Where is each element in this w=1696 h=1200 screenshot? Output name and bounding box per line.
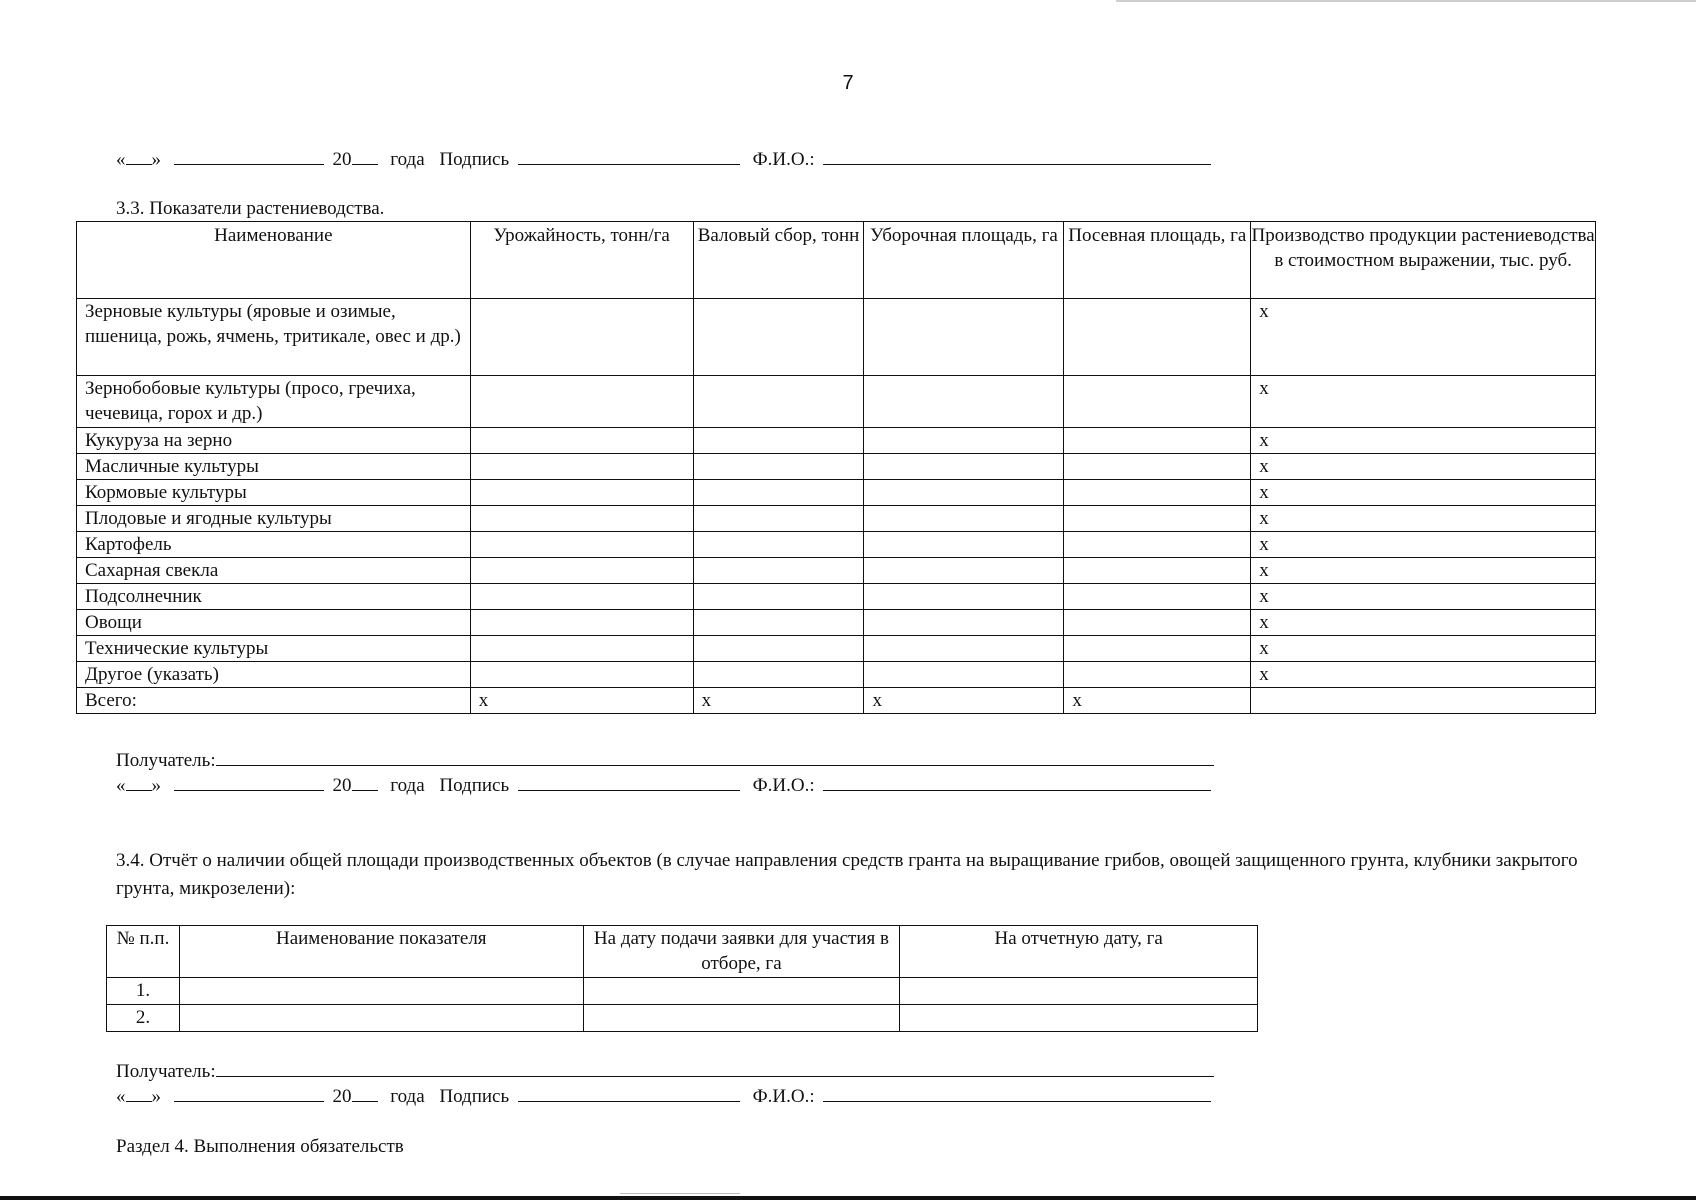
table-row bbox=[77, 299, 1596, 376]
crop-name-cell: Зернобобовые культуры (просо, гречиха, чечевица, горох и др.) bbox=[77, 376, 471, 428]
recipient-line: Получатель: bbox=[116, 1058, 1214, 1084]
value-cell[interactable] bbox=[864, 376, 1064, 428]
header-harvested-area: Уборочная площадь, га bbox=[864, 222, 1064, 299]
month-blank[interactable] bbox=[174, 146, 324, 165]
crop-name-cell: Зерновые культуры (яровые и озимые, пшеница, рожь, ячмень, тритикале, овес и др.) bbox=[77, 299, 471, 376]
value-cell[interactable] bbox=[1064, 636, 1251, 662]
table-row bbox=[77, 688, 1596, 714]
header-yield: Урожайность, тонн/га bbox=[470, 222, 693, 299]
page-number: 7 bbox=[842, 72, 854, 94]
table-row bbox=[77, 480, 1596, 506]
value-cell[interactable] bbox=[583, 978, 900, 1005]
value-cell[interactable]: x bbox=[1251, 558, 1596, 584]
value-cell[interactable] bbox=[470, 532, 693, 558]
value-cell[interactable] bbox=[693, 480, 864, 506]
crop-name-cell: Масличные культуры bbox=[77, 454, 471, 480]
value-cell[interactable] bbox=[1064, 454, 1251, 480]
value-cell[interactable] bbox=[693, 532, 864, 558]
crop-name-cell: Плодовые и ягодные культуры bbox=[77, 506, 471, 532]
table-row bbox=[77, 428, 1596, 454]
table-row bbox=[77, 662, 1596, 688]
value-cell[interactable] bbox=[470, 506, 693, 532]
table-row bbox=[77, 454, 1596, 480]
value-cell[interactable] bbox=[1064, 428, 1251, 454]
row-number-cell: 2. bbox=[107, 1005, 180, 1032]
value-cell[interactable] bbox=[470, 558, 693, 584]
value-cell[interactable] bbox=[583, 1005, 900, 1032]
value-cell[interactable] bbox=[900, 1005, 1258, 1032]
value-cell[interactable] bbox=[693, 376, 864, 428]
day-blank[interactable] bbox=[126, 1083, 152, 1102]
value-cell[interactable] bbox=[864, 636, 1064, 662]
value-cell[interactable] bbox=[470, 610, 693, 636]
day-blank[interactable] bbox=[126, 146, 152, 165]
value-cell[interactable]: x bbox=[1251, 610, 1596, 636]
value-cell[interactable]: x bbox=[470, 688, 693, 714]
header-report-date: На отчетную дату, га bbox=[900, 926, 1258, 978]
table-row bbox=[107, 1005, 1258, 1032]
table-row bbox=[77, 584, 1596, 610]
table-row bbox=[77, 558, 1596, 584]
value-cell[interactable] bbox=[864, 558, 1064, 584]
signature-blank[interactable] bbox=[518, 772, 740, 791]
value-cell[interactable] bbox=[693, 428, 864, 454]
value-cell[interactable]: x bbox=[1251, 454, 1596, 480]
signature-blank[interactable] bbox=[518, 1083, 740, 1102]
table-row bbox=[77, 376, 1596, 428]
value-cell[interactable] bbox=[693, 662, 864, 688]
value-cell[interactable] bbox=[864, 662, 1064, 688]
scan-edge-mark bbox=[620, 1193, 740, 1194]
value-cell[interactable] bbox=[470, 584, 693, 610]
crop-indicators-table bbox=[76, 221, 1596, 714]
header-number: № п.п. bbox=[107, 926, 180, 978]
crop-name-cell: Сахарная свекла bbox=[77, 558, 471, 584]
header-name: Наименование bbox=[77, 222, 471, 299]
value-cell[interactable] bbox=[470, 428, 693, 454]
value-cell[interactable] bbox=[179, 1005, 583, 1032]
value-cell[interactable] bbox=[693, 506, 864, 532]
value-cell[interactable] bbox=[864, 584, 1064, 610]
value-cell[interactable] bbox=[693, 636, 864, 662]
value-cell[interactable]: x bbox=[1064, 688, 1251, 714]
table-row bbox=[107, 978, 1258, 1005]
fio-blank[interactable] bbox=[823, 772, 1211, 791]
value-cell[interactable] bbox=[864, 299, 1064, 376]
value-cell[interactable]: x bbox=[1251, 662, 1596, 688]
value-cell[interactable]: x bbox=[1251, 428, 1596, 454]
value-cell[interactable] bbox=[864, 454, 1064, 480]
value-cell[interactable] bbox=[470, 299, 693, 376]
value-cell[interactable] bbox=[864, 428, 1064, 454]
year-blank[interactable] bbox=[352, 146, 378, 165]
value-cell[interactable]: x bbox=[1251, 532, 1596, 558]
value-cell[interactable] bbox=[864, 480, 1064, 506]
value-cell[interactable] bbox=[693, 558, 864, 584]
header-sown-area: Посевная площадь, га bbox=[1064, 222, 1251, 299]
scan-edge-top bbox=[1116, 0, 1696, 2]
value-cell[interactable] bbox=[1064, 299, 1251, 376]
crop-name-cell: Кормовые культуры bbox=[77, 480, 471, 506]
crop-name-cell: Овощи bbox=[77, 610, 471, 636]
table-row bbox=[77, 610, 1596, 636]
value-cell[interactable] bbox=[1251, 688, 1596, 714]
crop-name-cell: Картофель bbox=[77, 532, 471, 558]
section-4-title: Раздел 4. Выполнения обязательств bbox=[116, 1136, 404, 1157]
value-cell[interactable] bbox=[864, 506, 1064, 532]
crop-name-cell: Всего: bbox=[77, 688, 471, 714]
crop-name-cell: Кукуруза на зерно bbox=[77, 428, 471, 454]
value-cell[interactable]: x bbox=[1251, 636, 1596, 662]
value-cell[interactable] bbox=[864, 532, 1064, 558]
crop-name-cell: Другое (указать) bbox=[77, 662, 471, 688]
value-cell[interactable] bbox=[1064, 480, 1251, 506]
table-row bbox=[77, 636, 1596, 662]
signature-line: « » 20 года Подпись Ф.И.О.: bbox=[116, 772, 1211, 796]
recipient-line: Получатель: bbox=[116, 747, 1214, 773]
value-cell[interactable] bbox=[470, 480, 693, 506]
table-row bbox=[77, 506, 1596, 532]
month-blank[interactable] bbox=[174, 772, 324, 791]
table-header-row bbox=[107, 926, 1258, 978]
header-gross-harvest: Валовый сбор, тонн bbox=[693, 222, 864, 299]
value-cell[interactable]: x bbox=[1251, 480, 1596, 506]
fio-blank[interactable] bbox=[823, 1083, 1211, 1102]
value-cell[interactable] bbox=[1064, 584, 1251, 610]
value-cell[interactable] bbox=[1064, 376, 1251, 428]
value-cell[interactable]: x bbox=[1251, 506, 1596, 532]
crop-name-cell: Технические культуры bbox=[77, 636, 471, 662]
value-cell[interactable]: x bbox=[1251, 376, 1596, 428]
value-cell[interactable] bbox=[693, 610, 864, 636]
recipient-blank[interactable] bbox=[216, 747, 1214, 766]
value-cell[interactable] bbox=[693, 299, 864, 376]
header-indicator: Наименование показателя bbox=[179, 926, 583, 978]
value-cell[interactable] bbox=[900, 978, 1258, 1005]
section-3-4-text: 3.4. Отчёт о наличии общей площади производственных объектов (в случае направления средств гранта на выращивание грибов, овощей защищенного грунта, клубники закрытого грунта, микрозелени): bbox=[116, 850, 1578, 899]
value-cell[interactable] bbox=[470, 454, 693, 480]
signature-line: « » 20 года Подпись Ф.И.О.: bbox=[116, 1083, 1211, 1107]
value-cell[interactable] bbox=[693, 454, 864, 480]
row-number-cell: 1. bbox=[107, 978, 180, 1005]
value-cell[interactable] bbox=[1064, 558, 1251, 584]
value-cell[interactable] bbox=[1064, 506, 1251, 532]
header-production-value: Производство продукции растениеводства в стоимостном выражении, тыс. руб. bbox=[1251, 222, 1596, 299]
day-blank[interactable] bbox=[126, 772, 152, 791]
crop-name-cell: Подсолнечник bbox=[77, 584, 471, 610]
value-cell[interactable] bbox=[864, 610, 1064, 636]
table-header-row bbox=[77, 222, 1596, 299]
signature-line: « » 20 года Подпись Ф.И.О.: bbox=[116, 146, 1211, 170]
year-blank[interactable] bbox=[352, 1083, 378, 1102]
signature-blank[interactable] bbox=[518, 146, 740, 165]
scan-edge-bottom bbox=[0, 1196, 1696, 1200]
recipient-blank[interactable] bbox=[216, 1058, 1214, 1077]
value-cell[interactable] bbox=[470, 662, 693, 688]
fio-blank[interactable] bbox=[823, 146, 1211, 165]
value-cell[interactable] bbox=[1064, 532, 1251, 558]
value-cell[interactable]: x bbox=[1251, 299, 1596, 376]
value-cell[interactable]: x bbox=[1251, 584, 1596, 610]
value-cell[interactable]: x bbox=[864, 688, 1064, 714]
header-application-date: На дату подачи заявки для участия в отборе, га bbox=[583, 926, 900, 978]
value-cell[interactable] bbox=[1064, 610, 1251, 636]
production-area-table bbox=[106, 925, 1258, 1032]
table-row bbox=[77, 532, 1596, 558]
value-cell[interactable] bbox=[179, 978, 583, 1005]
year-blank[interactable] bbox=[352, 772, 378, 791]
section-3-3-title: 3.3. Показатели растениеводства. bbox=[116, 198, 385, 219]
value-cell[interactable]: x bbox=[693, 688, 864, 714]
value-cell[interactable] bbox=[470, 636, 693, 662]
value-cell[interactable] bbox=[1064, 662, 1251, 688]
value-cell[interactable] bbox=[693, 584, 864, 610]
month-blank[interactable] bbox=[174, 1083, 324, 1102]
value-cell[interactable] bbox=[470, 376, 693, 428]
